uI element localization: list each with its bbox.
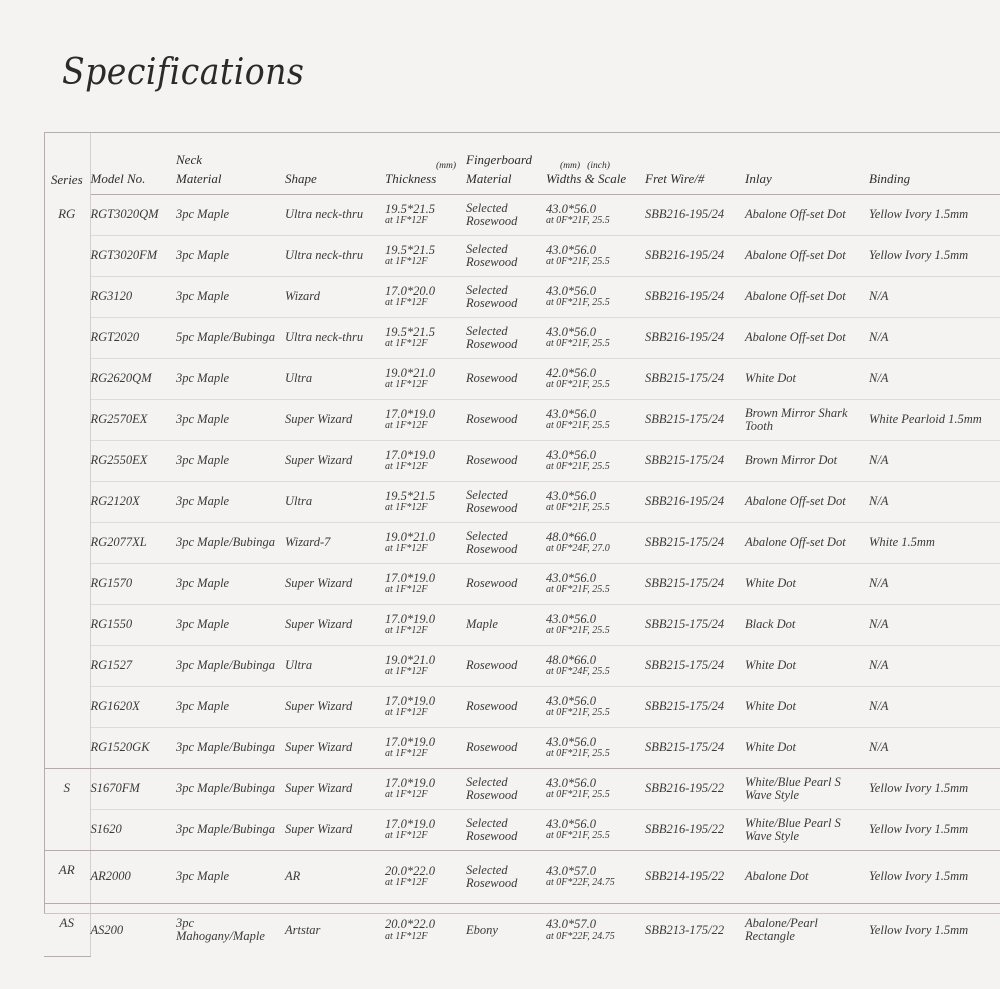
- thickness-value: 17.0*19.0: [385, 407, 435, 422]
- widths-value: 48.0*66.0: [546, 530, 596, 545]
- binding-cell: N/A: [869, 646, 1000, 687]
- header-series: Series: [44, 133, 90, 195]
- specifications-table: [44, 133, 1000, 957]
- fret-wire-cell: SBB216-195/24: [645, 277, 745, 318]
- neck-shape-cell: Super Wizard: [285, 810, 385, 851]
- page-title: Specifications: [62, 52, 305, 93]
- neck-material-cell: 3pc Maple/Bubinga: [176, 769, 285, 810]
- neck-shape-cell: Super Wizard: [285, 441, 385, 482]
- fret-wire-cell: SBB214-195/22: [645, 851, 745, 904]
- widths-value: 43.0*56.0: [546, 735, 596, 750]
- inlay-cell: White Dot: [745, 564, 869, 605]
- fret-wire-cell: SBB215-175/24: [645, 605, 745, 646]
- inlay-cell: Abalone Off-set Dot: [745, 277, 869, 318]
- thickness-position: at 1F*12F: [385, 256, 428, 268]
- fingerboard-material-cell: Rosewood: [466, 564, 546, 605]
- thickness-value: 17.0*19.0: [385, 817, 435, 832]
- inlay-cell: Black Dot: [745, 605, 869, 646]
- thickness-value: 17.0*19.0: [385, 612, 435, 627]
- binding-cell: N/A: [869, 318, 1000, 359]
- neck-shape-cell: Artstar: [285, 904, 385, 957]
- thickness-position: at 1F*12F: [385, 502, 428, 514]
- thickness-position: at 1F*12F: [385, 215, 428, 227]
- thickness-cell: [385, 904, 466, 957]
- neck-material-cell: 3pc Maple: [176, 564, 285, 605]
- neck-material-cell: 3pc Maple: [176, 441, 285, 482]
- neck-shape-cell: Super Wizard: [285, 605, 385, 646]
- fret-wire-cell: SBB215-175/24: [645, 400, 745, 441]
- thickness-position: at 1F*12F: [385, 584, 428, 596]
- binding-cell: N/A: [869, 482, 1000, 523]
- fret-wire-cell: SBB216-195/24: [645, 195, 745, 236]
- widths-scale-cell: [546, 728, 645, 769]
- model-number-cell: RG1520GK: [90, 728, 176, 769]
- scale-position: at 0F*24F, 25.5: [546, 666, 610, 678]
- thickness-position: at 1F*12F: [385, 338, 428, 350]
- model-number-cell: RG1620X: [90, 687, 176, 728]
- widths-value: 43.0*56.0: [546, 817, 596, 832]
- binding-cell: Yellow Ivory 1.5mm: [869, 195, 1000, 236]
- fret-wire-cell: SBB213-175/22: [645, 904, 745, 957]
- scale-position: at 0F*24F, 27.0: [546, 543, 610, 555]
- model-number-cell: AS200: [90, 904, 176, 957]
- header-shape: Shape: [285, 171, 317, 187]
- thickness-cell: [385, 851, 466, 904]
- widths-value: 43.0*56.0: [546, 243, 596, 258]
- fingerboard-material-cell: Selected Rosewood: [466, 769, 546, 810]
- binding-cell: N/A: [869, 687, 1000, 728]
- widths-scale-cell: [546, 687, 645, 728]
- inlay-cell: Abalone Off-set Dot: [745, 523, 869, 564]
- fingerboard-material-cell: Rosewood: [466, 400, 546, 441]
- binding-cell: N/A: [869, 605, 1000, 646]
- fret-wire-cell: SBB216-195/24: [645, 318, 745, 359]
- scale-position: at 0F*21F, 25.5: [546, 707, 610, 719]
- thickness-cell: [385, 400, 466, 441]
- thickness-value: 17.0*19.0: [385, 448, 435, 463]
- model-number-cell: RG2570EX: [90, 400, 176, 441]
- binding-cell: Yellow Ivory 1.5mm: [869, 769, 1000, 810]
- neck-shape-cell: Wizard: [285, 277, 385, 318]
- thickness-cell: [385, 318, 466, 359]
- fingerboard-material-cell: Rosewood: [466, 728, 546, 769]
- neck-shape-cell: Ultra: [285, 646, 385, 687]
- header-binding: Binding: [869, 171, 911, 187]
- thickness-value: 19.5*21.5: [385, 489, 435, 504]
- thickness-cell: [385, 523, 466, 564]
- model-number-cell: RG1550: [90, 605, 176, 646]
- thickness-cell: [385, 277, 466, 318]
- model-number-cell: AR2000: [90, 851, 176, 904]
- inlay-cell: Abalone/Pearl Rectangle: [745, 904, 869, 957]
- widths-scale-cell: [546, 851, 645, 904]
- scale-position: at 0F*21F, 25.5: [546, 256, 610, 268]
- widths-value: 43.0*56.0: [546, 694, 596, 709]
- inlay-cell: Abalone Off-set Dot: [745, 195, 869, 236]
- header-inlay: Inlay: [745, 171, 772, 187]
- thickness-position: at 1F*12F: [385, 748, 428, 760]
- widths-value: 43.0*56.0: [546, 202, 596, 217]
- widths-scale-cell: [546, 769, 645, 810]
- model-number-cell: RG2550EX: [90, 441, 176, 482]
- widths-scale-cell: [546, 605, 645, 646]
- thickness-position: at 1F*12F: [385, 707, 428, 719]
- fret-wire-cell: SBB215-175/24: [645, 523, 745, 564]
- thickness-position: at 1F*12F: [385, 930, 428, 942]
- neck-shape-cell: Ultra neck-thru: [285, 318, 385, 359]
- fingerboard-material-cell: Selected Rosewood: [466, 236, 546, 277]
- scale-position: at 0F*21F, 25.5: [546, 789, 610, 801]
- thickness-position: at 1F*12F: [385, 461, 428, 473]
- table-row: [44, 523, 1000, 564]
- widths-value: 43.0*56.0: [546, 571, 596, 586]
- widths-value: 43.0*56.0: [546, 407, 596, 422]
- model-number-cell: RGT3020QM: [90, 195, 176, 236]
- widths-value: 43.0*56.0: [546, 325, 596, 340]
- table-row: [44, 769, 1000, 810]
- series-cell: S: [44, 769, 90, 851]
- fingerboard-material-cell: Rosewood: [466, 359, 546, 400]
- binding-cell: White 1.5mm: [869, 523, 1000, 564]
- widths-scale-cell: [546, 564, 645, 605]
- fingerboard-material-cell: Selected Rosewood: [466, 810, 546, 851]
- fingerboard-material-cell: Ebony: [466, 904, 546, 957]
- fingerboard-material-cell: Rosewood: [466, 441, 546, 482]
- neck-shape-cell: Super Wizard: [285, 400, 385, 441]
- binding-cell: Yellow Ivory 1.5mm: [869, 904, 1000, 957]
- series-cell: AR: [44, 851, 90, 904]
- neck-material-cell: 3pc Maple: [176, 605, 285, 646]
- model-number-cell: RG3120: [90, 277, 176, 318]
- fingerboard-material-cell: Selected Rosewood: [466, 482, 546, 523]
- thickness-position: at 1F*12F: [385, 789, 428, 801]
- widths-scale-cell: [546, 277, 645, 318]
- thickness-cell: [385, 810, 466, 851]
- thickness-cell: [385, 728, 466, 769]
- scale-position: at 0F*21F, 25.5: [546, 215, 610, 227]
- table-row: [44, 400, 1000, 441]
- scale-position: at 0F*21F, 25.5: [546, 379, 610, 391]
- widths-scale-cell: [546, 810, 645, 851]
- scale-position: at 0F*21F, 25.5: [546, 584, 610, 596]
- thickness-value: 19.0*21.0: [385, 366, 435, 381]
- neck-shape-cell: AR: [285, 851, 385, 904]
- thickness-value: 19.0*21.0: [385, 653, 435, 668]
- inlay-cell: Abalone Off-set Dot: [745, 236, 869, 277]
- thickness-value: 19.5*21.5: [385, 243, 435, 258]
- table-row: [44, 359, 1000, 400]
- scale-position: at 0F*21F, 25.5: [546, 420, 610, 432]
- neck-shape-cell: Wizard-7: [285, 523, 385, 564]
- neck-material-cell: 3pc Maple: [176, 195, 285, 236]
- table-row: [44, 277, 1000, 318]
- header-row: [44, 133, 1000, 195]
- fret-wire-cell: SBB216-195/24: [645, 236, 745, 277]
- neck-material-cell: 3pc Maple/Bubinga: [176, 728, 285, 769]
- neck-material-cell: 3pc Maple: [176, 236, 285, 277]
- widths-value: 43.0*56.0: [546, 284, 596, 299]
- model-number-cell: RG1527: [90, 646, 176, 687]
- fret-wire-cell: SBB215-175/24: [645, 359, 745, 400]
- inlay-cell: White Dot: [745, 728, 869, 769]
- thickness-position: at 1F*12F: [385, 543, 428, 555]
- table-row: [44, 318, 1000, 359]
- thickness-cell: [385, 687, 466, 728]
- neck-shape-cell: Ultra neck-thru: [285, 195, 385, 236]
- scale-position: at 0F*21F, 25.5: [546, 502, 610, 514]
- widths-scale-cell: [546, 195, 645, 236]
- model-number-cell: RGT3020FM: [90, 236, 176, 277]
- thickness-cell: [385, 359, 466, 400]
- fingerboard-material-cell: Selected Rosewood: [466, 318, 546, 359]
- widths-scale-cell: [546, 359, 645, 400]
- widths-scale-cell: [546, 523, 645, 564]
- neck-material-cell: 3pc Mahogany/Maple: [176, 904, 285, 957]
- fret-wire-cell: SBB215-175/24: [645, 728, 745, 769]
- series-cell: RG: [44, 195, 90, 769]
- neck-material-cell: 3pc Maple: [176, 359, 285, 400]
- thickness-value: 20.0*22.0: [385, 864, 435, 879]
- binding-cell: N/A: [869, 728, 1000, 769]
- neck-material-cell: 3pc Maple/Bubinga: [176, 810, 285, 851]
- thickness-position: at 1F*12F: [385, 877, 428, 889]
- scale-position: at 0F*22F, 24.75: [546, 877, 615, 889]
- model-number-cell: RG2077XL: [90, 523, 176, 564]
- table-row: [44, 564, 1000, 605]
- fret-wire-cell: SBB216-195/24: [645, 482, 745, 523]
- table-row: [44, 851, 1000, 904]
- header-neck-material: Neck Material: [176, 151, 222, 187]
- binding-cell: Yellow Ivory 1.5mm: [869, 851, 1000, 904]
- inlay-cell: White Dot: [745, 646, 869, 687]
- thickness-value: 19.0*21.0: [385, 530, 435, 545]
- thickness-value: 17.0*19.0: [385, 735, 435, 750]
- header-thickness: (mm) Thickness: [385, 161, 456, 187]
- thickness-value: 17.0*19.0: [385, 776, 435, 791]
- neck-material-cell: 3pc Maple: [176, 687, 285, 728]
- thickness-position: at 1F*12F: [385, 420, 428, 432]
- thickness-value: 20.0*22.0: [385, 917, 435, 932]
- widths-scale-cell: [546, 904, 645, 957]
- table-row: [44, 646, 1000, 687]
- table-row: [44, 687, 1000, 728]
- inlay-cell: Brown Mirror Shark Tooth: [745, 400, 869, 441]
- neck-material-cell: 3pc Maple: [176, 851, 285, 904]
- scale-position: at 0F*21F, 25.5: [546, 297, 610, 309]
- inlay-cell: White/Blue Pearl S Wave Style: [745, 769, 869, 810]
- inlay-cell: Brown Mirror Dot: [745, 441, 869, 482]
- scale-position: at 0F*21F, 25.5: [546, 461, 610, 473]
- model-number-cell: RGT2020: [90, 318, 176, 359]
- neck-material-cell: 3pc Maple/Bubinga: [176, 646, 285, 687]
- binding-cell: N/A: [869, 359, 1000, 400]
- widths-scale-cell: [546, 482, 645, 523]
- widths-scale-cell: [546, 236, 645, 277]
- model-number-cell: S1620: [90, 810, 176, 851]
- thickness-value: 17.0*19.0: [385, 571, 435, 586]
- scale-position: at 0F*21F, 25.5: [546, 338, 610, 350]
- series-cell: AS: [44, 904, 90, 957]
- thickness-value: 19.5*21.5: [385, 325, 435, 340]
- thickness-value: 17.0*20.0: [385, 284, 435, 299]
- binding-cell: N/A: [869, 564, 1000, 605]
- widths-value: 43.0*56.0: [546, 448, 596, 463]
- binding-cell: N/A: [869, 441, 1000, 482]
- neck-shape-cell: Ultra neck-thru: [285, 236, 385, 277]
- inlay-cell: Abalone Off-set Dot: [745, 318, 869, 359]
- thickness-cell: [385, 482, 466, 523]
- neck-shape-cell: Super Wizard: [285, 687, 385, 728]
- fret-wire-cell: SBB215-175/24: [645, 441, 745, 482]
- widths-value: 48.0*66.0: [546, 653, 596, 668]
- model-number-cell: RG2620QM: [90, 359, 176, 400]
- neck-shape-cell: Super Wizard: [285, 769, 385, 810]
- scale-position: at 0F*21F, 25.5: [546, 830, 610, 842]
- inlay-cell: White Dot: [745, 687, 869, 728]
- table-row: [44, 728, 1000, 769]
- neck-shape-cell: Ultra: [285, 359, 385, 400]
- widths-value: 43.0*57.0: [546, 864, 596, 879]
- widths-value: 42.0*56.0: [546, 366, 596, 381]
- header-fingerboard-material: Fingerboard Material: [466, 151, 532, 187]
- thickness-value: 17.0*19.0: [385, 694, 435, 709]
- widths-scale-cell: [546, 441, 645, 482]
- widths-scale-cell: [546, 646, 645, 687]
- header-widths-scale: (mm) (inch) Widths & Scale: [546, 161, 627, 187]
- fingerboard-material-cell: Selected Rosewood: [466, 277, 546, 318]
- fret-wire-cell: SBB215-175/24: [645, 687, 745, 728]
- neck-material-cell: 3pc Maple: [176, 277, 285, 318]
- thickness-position: at 1F*12F: [385, 625, 428, 637]
- widths-value: 43.0*56.0: [546, 776, 596, 791]
- widths-value: 43.0*56.0: [546, 489, 596, 504]
- thickness-cell: [385, 441, 466, 482]
- thickness-position: at 1F*12F: [385, 830, 428, 842]
- scale-position: at 0F*21F, 25.5: [546, 748, 610, 760]
- thickness-cell: [385, 195, 466, 236]
- neck-shape-cell: Super Wizard: [285, 564, 385, 605]
- thickness-cell: [385, 236, 466, 277]
- table-row: [44, 441, 1000, 482]
- widths-value: 43.0*56.0: [546, 612, 596, 627]
- widths-scale-cell: [546, 400, 645, 441]
- table-row: [44, 236, 1000, 277]
- fingerboard-material-cell: Rosewood: [466, 646, 546, 687]
- widths-value: 43.0*57.0: [546, 917, 596, 932]
- neck-material-cell: 3pc Maple: [176, 400, 285, 441]
- neck-shape-cell: Super Wizard: [285, 728, 385, 769]
- thickness-cell: [385, 769, 466, 810]
- model-number-cell: S1670FM: [90, 769, 176, 810]
- thickness-position: at 1F*12F: [385, 666, 428, 678]
- thickness-cell: [385, 605, 466, 646]
- fret-wire-cell: SBB215-175/24: [645, 646, 745, 687]
- neck-material-cell: 5pc Maple/Bubinga: [176, 318, 285, 359]
- table-row: [44, 195, 1000, 236]
- binding-cell: White Pearloid 1.5mm: [869, 400, 1000, 441]
- neck-shape-cell: Ultra: [285, 482, 385, 523]
- table-row: [44, 904, 1000, 957]
- thickness-value: 19.5*21.5: [385, 202, 435, 217]
- thickness-position: at 1F*12F: [385, 379, 428, 391]
- inlay-cell: White Dot: [745, 359, 869, 400]
- scale-position: at 0F*21F, 25.5: [546, 625, 610, 637]
- binding-cell: Yellow Ivory 1.5mm: [869, 810, 1000, 851]
- model-number-cell: RG2120X: [90, 482, 176, 523]
- table-row: [44, 482, 1000, 523]
- header-fret-wire: Fret Wire/#: [645, 171, 705, 187]
- neck-material-cell: 3pc Maple: [176, 482, 285, 523]
- inlay-cell: White/Blue Pearl S Wave Style: [745, 810, 869, 851]
- fret-wire-cell: SBB216-195/22: [645, 810, 745, 851]
- inlay-cell: Abalone Off-set Dot: [745, 482, 869, 523]
- table-row: [44, 605, 1000, 646]
- fingerboard-material-cell: Selected Rosewood: [466, 523, 546, 564]
- fingerboard-material-cell: Rosewood: [466, 687, 546, 728]
- inlay-cell: Abalone Dot: [745, 851, 869, 904]
- neck-material-cell: 3pc Maple/Bubinga: [176, 523, 285, 564]
- fingerboard-material-cell: Maple: [466, 605, 546, 646]
- table-row: [44, 810, 1000, 851]
- widths-scale-cell: [546, 318, 645, 359]
- fret-wire-cell: SBB216-195/22: [645, 769, 745, 810]
- thickness-position: at 1F*12F: [385, 297, 428, 309]
- model-number-cell: RG1570: [90, 564, 176, 605]
- thickness-cell: [385, 646, 466, 687]
- binding-cell: Yellow Ivory 1.5mm: [869, 236, 1000, 277]
- fingerboard-material-cell: Selected Rosewood: [466, 195, 546, 236]
- thickness-cell: [385, 564, 466, 605]
- header-model: Model No.: [90, 171, 146, 187]
- binding-cell: N/A: [869, 277, 1000, 318]
- scale-position: at 0F*22F, 24.75: [546, 930, 615, 942]
- fingerboard-material-cell: Selected Rosewood: [466, 851, 546, 904]
- fret-wire-cell: SBB215-175/24: [645, 564, 745, 605]
